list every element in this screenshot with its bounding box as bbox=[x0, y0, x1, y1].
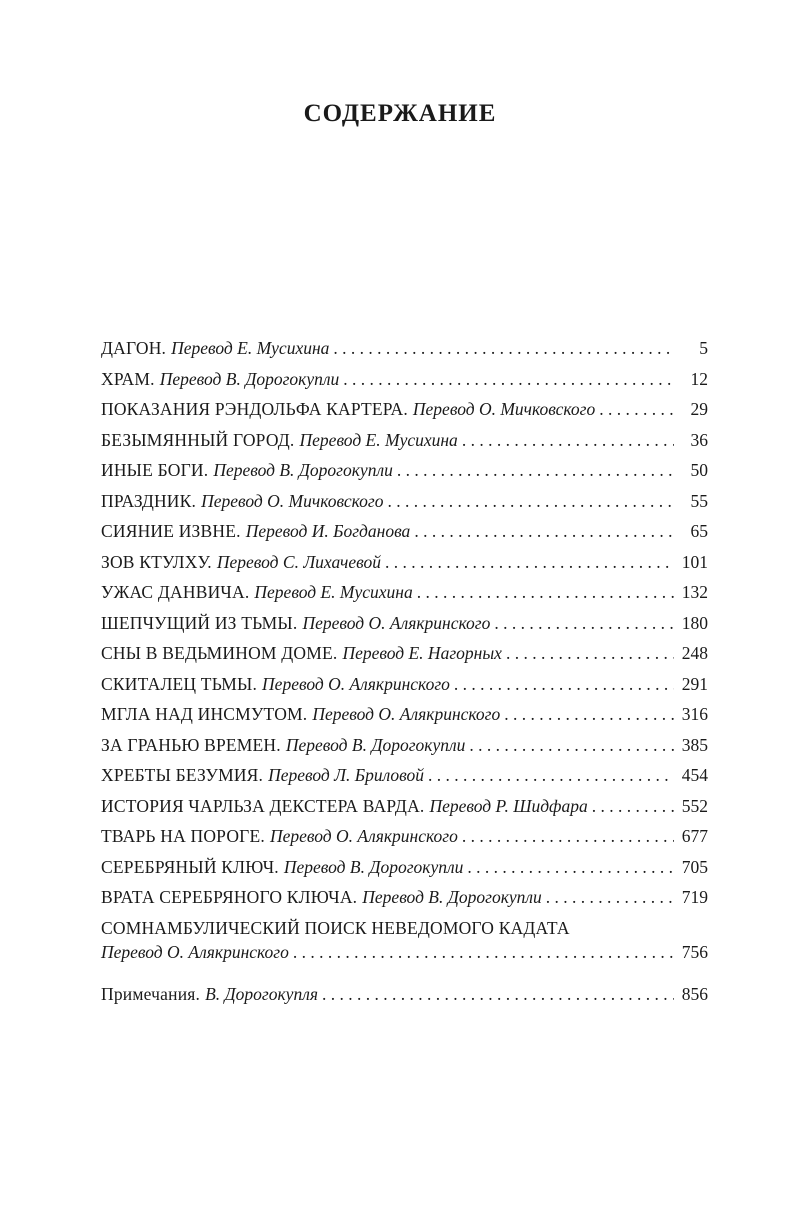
translator-credit: Перевод Л. Бриловой bbox=[268, 765, 425, 785]
story-title: МГЛА НАД ИНСМУТОМ. bbox=[101, 704, 308, 724]
translator-credit: Перевод В. Дорогокупли bbox=[362, 887, 542, 907]
toc-entry-shadow-over-innsmouth bbox=[101, 704, 708, 735]
page-number: 719 bbox=[681, 887, 708, 907]
translator-credit: Перевод Е. Нагорных bbox=[342, 643, 502, 663]
story-title: УЖАС ДАНВИЧА. bbox=[101, 582, 250, 602]
dot-leader bbox=[469, 735, 674, 756]
page-number: 756 bbox=[681, 941, 708, 962]
page-number: 12 bbox=[690, 368, 708, 389]
notes-title: Примечания. bbox=[101, 984, 201, 1004]
translator-credit: Перевод В. Дорогокупли bbox=[213, 460, 393, 480]
translator-credit: Перевод Е. Мусихина bbox=[254, 582, 413, 602]
page-number: 316 bbox=[681, 704, 708, 724]
story-title: БЕЗЫМЯННЫЙ ГОРОД. bbox=[101, 429, 295, 450]
translator-credit: Перевод О. Алякринского bbox=[269, 826, 458, 846]
story-title: ХРЕБТЫ БЕЗУМИЯ. bbox=[101, 765, 264, 785]
story-title: ПОКАЗАНИЯ РЭНДОЛЬФА КАРТЕРА. bbox=[101, 399, 408, 419]
dot-leader bbox=[599, 399, 674, 420]
dot-leader bbox=[428, 765, 674, 786]
table-of-contents bbox=[101, 338, 708, 1015]
toc-entry-gate-silver-key bbox=[101, 887, 708, 918]
translator-credit: Перевод Е. Мусихина bbox=[299, 429, 458, 450]
toc-entry-charles-dexter-ward bbox=[101, 796, 708, 827]
page-number: 132 bbox=[681, 582, 708, 602]
dot-leader bbox=[506, 643, 674, 664]
page-number: 705 bbox=[681, 856, 708, 877]
story-title: СНЫ В ВЕДЬМИНОМ ДОМЕ. bbox=[101, 643, 338, 663]
dot-leader bbox=[385, 552, 674, 573]
toc-entry-shadow-out-of-time bbox=[101, 735, 708, 766]
toc-entry-temple bbox=[101, 369, 708, 400]
toc-entry-whisperer-in-darkness bbox=[101, 613, 708, 644]
page-number: 5 bbox=[699, 338, 708, 358]
toc-entry-mountains-of-madness bbox=[101, 765, 708, 796]
story-title: СИЯНИЕ ИЗВНЕ. bbox=[101, 521, 241, 541]
dot-leader bbox=[462, 826, 674, 847]
story-title: СОМНАМБУЛИЧЕСКИЙ ПОИСК НЕВЕДОМОГО КАДАТА bbox=[101, 917, 570, 938]
page-number: 552 bbox=[681, 795, 708, 816]
dot-leader bbox=[414, 521, 674, 542]
page-number: 454 bbox=[681, 765, 708, 785]
dot-leader bbox=[546, 887, 674, 908]
toc-entry-call-of-cthulhu bbox=[101, 552, 708, 583]
translator-credit: Перевод О. Мичковского bbox=[201, 490, 384, 511]
toc-entry-other-gods bbox=[101, 460, 708, 491]
toc-entry-festival bbox=[101, 491, 708, 522]
translator-credit: Перевод Р. Шидфара bbox=[429, 795, 588, 816]
translator-credit: Перевод В. Дорогокупли bbox=[283, 856, 464, 877]
dot-leader bbox=[333, 338, 674, 359]
page-number: 55 bbox=[690, 490, 708, 511]
page-number: 856 bbox=[681, 984, 708, 1004]
toc-entry-colour-out-of-space bbox=[101, 521, 708, 552]
story-title: ЗА ГРАНЬЮ ВРЕМЕН. bbox=[101, 734, 281, 755]
translator-credit: Перевод О. Алякринского bbox=[312, 704, 501, 724]
page-number: 50 bbox=[690, 460, 708, 480]
translator-credit: Перевод В. Дорогокупли bbox=[285, 734, 466, 755]
dot-leader bbox=[322, 984, 674, 1005]
story-title: ХРАМ. bbox=[101, 368, 155, 389]
dot-leader bbox=[387, 491, 674, 512]
story-title: ЗОВ КТУЛХУ. bbox=[101, 551, 212, 572]
story-title: ДАГОН. bbox=[101, 338, 167, 358]
translator-credit: Перевод О. Алякринского bbox=[302, 612, 491, 633]
story-title: СЕРЕБРЯНЫЙ КЛЮЧ. bbox=[101, 856, 279, 877]
toc-entry-dreams-witch-house bbox=[101, 643, 708, 674]
page-number: 291 bbox=[681, 673, 708, 694]
translator-line bbox=[101, 942, 708, 973]
story-title: ТВАРЬ НА ПОРОГЕ. bbox=[101, 826, 265, 846]
toc-entry-silver-key bbox=[101, 857, 708, 888]
translator-credit: Перевод О. Алякринского bbox=[101, 941, 289, 962]
dot-leader bbox=[504, 704, 674, 725]
dot-leader bbox=[462, 430, 674, 451]
translator-credit: Перевод О. Мичковского bbox=[412, 399, 596, 419]
page-number: 677 bbox=[681, 826, 708, 846]
dot-leader bbox=[494, 613, 674, 634]
story-title: ИСТОРИЯ ЧАРЛЬЗА ДЕКСТЕРА ВАРДА. bbox=[101, 795, 425, 816]
page-number: 65 bbox=[690, 521, 708, 541]
toc-entry-randolph-carter bbox=[101, 399, 708, 430]
toc-entry-notes bbox=[101, 984, 708, 1015]
page-number: 101 bbox=[681, 551, 708, 572]
translator-credit: Перевод В. Дорогокупли bbox=[159, 368, 340, 389]
translator-credit: Перевод И. Богданова bbox=[245, 521, 411, 541]
toc-entry-thing-on-doorstep bbox=[101, 826, 708, 857]
story-title: ШЕПЧУЩИЙ ИЗ ТЬМЫ. bbox=[101, 612, 298, 633]
dot-leader bbox=[467, 857, 674, 878]
toc-entry-dagon bbox=[101, 338, 708, 369]
page-number: 36 bbox=[690, 429, 708, 450]
page-number: 180 bbox=[681, 612, 708, 633]
translator-credit: Перевод Е. Мусихина bbox=[171, 338, 330, 358]
toc-entry-nameless-city bbox=[101, 430, 708, 461]
page-number: 248 bbox=[681, 643, 708, 663]
toc-entry-dunwich-horror bbox=[101, 582, 708, 613]
toc-entry-haunter-of-dark bbox=[101, 674, 708, 705]
translator-credit: Перевод О. Алякринского bbox=[262, 673, 450, 694]
story-title: ПРАЗДНИК. bbox=[101, 490, 197, 511]
notes-author: В. Дорогокупля bbox=[205, 984, 318, 1004]
dot-leader bbox=[417, 582, 674, 603]
dot-leader bbox=[343, 369, 674, 390]
page-number: 29 bbox=[690, 399, 708, 419]
dot-leader bbox=[293, 942, 674, 963]
story-title: ВРАТА СЕРЕБРЯНОГО КЛЮЧА. bbox=[101, 887, 358, 907]
dot-leader bbox=[592, 796, 674, 817]
dot-leader bbox=[454, 674, 674, 695]
dot-leader bbox=[397, 460, 674, 481]
story-title: ИНЫЕ БОГИ. bbox=[101, 460, 209, 480]
page-number: 385 bbox=[681, 734, 708, 755]
translator-credit: Перевод С. Лихачевой bbox=[216, 551, 381, 572]
page-title: СОДЕРЖАНИЕ bbox=[303, 100, 497, 127]
story-title: СКИТАЛЕЦ ТЬМЫ. bbox=[101, 673, 258, 694]
toc-entry-dream-quest-kadath bbox=[101, 918, 708, 973]
